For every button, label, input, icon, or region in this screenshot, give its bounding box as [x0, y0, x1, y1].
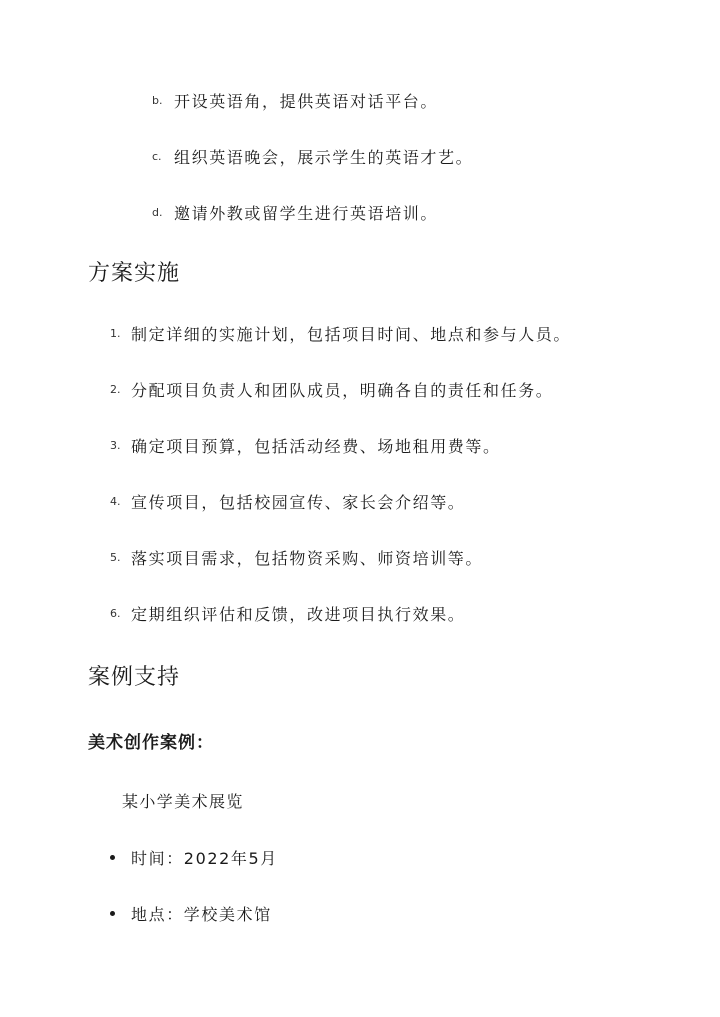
numbered-item-4: [110, 490, 465, 513]
list-item-text: 落实项目需求，包括物资采购、师资培训等。: [131, 549, 484, 568]
bullet-item-location: [110, 902, 272, 925]
list-item-text: 开设英语角，提供英语对话平台。: [174, 92, 439, 111]
list-item-text: 制定详细的实施计划，包括项目时间、地点和参与人员。: [131, 325, 572, 344]
case-title: 某小学美术展览: [122, 792, 244, 811]
list-item-b: [152, 89, 438, 112]
list-item-text: 宣传项目，包括校园宣传、家长会介绍等。: [131, 493, 466, 512]
bullet-dot-icon: [110, 855, 115, 860]
numbered-item-6: [110, 602, 465, 625]
numbered-item-5: [110, 546, 483, 569]
list-item-d: [152, 201, 438, 224]
numbered-item-2: [110, 378, 553, 401]
list-marker: c.: [152, 150, 162, 163]
list-item-c: [152, 145, 473, 168]
list-number: 1.: [110, 327, 121, 340]
list-item-text: 邀请外教或留学生进行英语培训。: [174, 204, 439, 223]
case-subheading: 美术创作案例：: [88, 733, 214, 753]
bullet-item-time: [110, 846, 278, 869]
list-number: 4.: [110, 495, 121, 508]
section-heading-implementation: 方案实施: [88, 261, 181, 286]
list-number: 2.: [110, 383, 121, 396]
list-item-text: 确定项目预算，包括活动经费、场地租用费等。: [131, 437, 501, 456]
section-heading-cases: 案例支持: [88, 665, 181, 690]
bullet-dot-icon: [110, 911, 115, 916]
list-marker: d.: [152, 206, 163, 219]
list-marker: b.: [152, 94, 163, 107]
list-item-text: 分配项目负责人和团队成员，明确各自的责任和任务。: [131, 381, 554, 400]
list-number: 6.: [110, 607, 121, 620]
numbered-item-3: [110, 434, 501, 457]
bullet-item-text: 时间：2022年5月: [131, 849, 278, 868]
list-item-text: 定期组织评估和反馈，改进项目执行效果。: [131, 605, 466, 624]
list-item-text: 组织英语晚会，展示学生的英语才艺。: [174, 148, 474, 167]
list-number: 3.: [110, 439, 121, 452]
numbered-item-1: [110, 322, 571, 345]
bullet-item-text: 地点：学校美术馆: [131, 905, 272, 924]
list-number: 5.: [110, 551, 121, 564]
